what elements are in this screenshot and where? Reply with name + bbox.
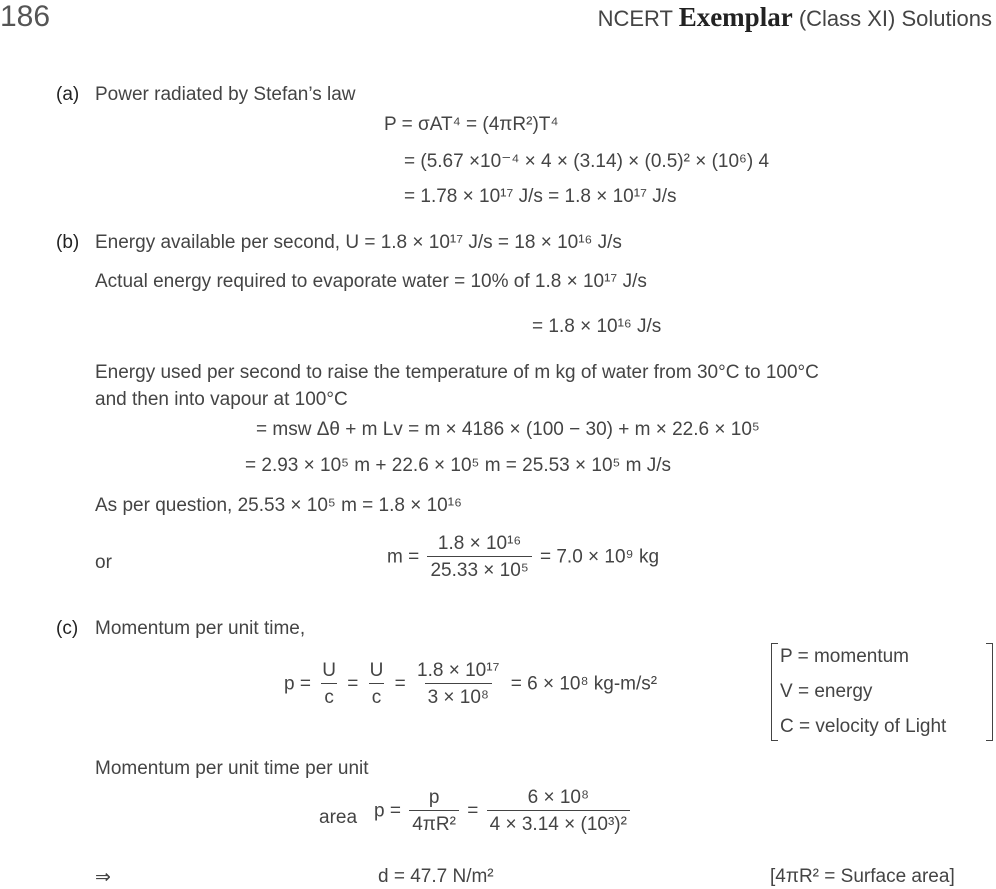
energy-required-result: = 1.8 × 10¹⁶ J/s <box>532 316 662 337</box>
fraction-1-denominator: c <box>321 683 337 707</box>
heat-equation: = msw Δθ + m Lv = m × 4186 × (100 − 30) + m × 22.6 × 10⁵ <box>256 419 760 440</box>
legend-momentum: P = momentum <box>780 646 910 667</box>
momentum-per-area-text: Momentum per unit time per unit <box>95 758 369 779</box>
book-title-plain: NCERT <box>597 6 673 31</box>
power-substitution: = (5.67 ×10⁻⁴ × 4 × (3.14) × (0.5)² × (10⁶) 4 <box>404 151 770 172</box>
fraction-1-numerator: U <box>322 660 336 681</box>
momentum-lhs: p = <box>284 673 311 695</box>
area-label: area <box>319 807 358 828</box>
book-title-bold: Exemplar <box>678 2 793 32</box>
area-lhs: p = <box>374 800 401 822</box>
fraction-values <box>414 661 502 707</box>
area-equation <box>374 788 633 834</box>
momentum-intro: Momentum per unit time, <box>95 618 306 639</box>
stefan-equation: P = σAT⁴ = (4πR²)T⁴ <box>384 114 559 135</box>
per-question: As per question, 25.53 × 10⁵ m = 1.8 × 10¹⁶ <box>95 495 462 516</box>
part-a-label: (a) <box>56 84 80 105</box>
energy-used-text: Energy used per second to raise the temperature of m kg of water from 30°C to 100°C <box>95 362 819 383</box>
fraction-p-area <box>409 788 459 834</box>
fraction-3-denominator: 3 × 10⁸ <box>425 683 492 707</box>
fraction-2-numerator: U <box>369 660 384 681</box>
part-b-label: (b) <box>56 232 80 253</box>
mass-equation <box>387 534 659 580</box>
equals-sign: = <box>347 673 359 695</box>
power-result: = 1.78 × 10¹⁷ J/s = 1.8 × 10¹⁷ J/s <box>404 186 677 207</box>
equals-sign: = <box>394 673 406 695</box>
legend-bracket-left <box>771 643 778 741</box>
bracket-open: [ <box>770 866 776 887</box>
mass-fraction <box>427 534 531 580</box>
final-result: d = 47.7 N/m² <box>378 866 494 887</box>
energy-used-text-2: and then into vapour at 100°C <box>95 389 348 410</box>
bracket-close: ] <box>949 866 955 887</box>
fraction-2-denominator: c <box>369 683 385 707</box>
part-c-label: (c) <box>56 618 79 639</box>
mass-denominator: 25.33 × 10⁵ <box>427 556 531 580</box>
legend-energy: V = energy <box>780 681 873 702</box>
energy-available: Energy available per second, U = 1.8 × 10¹⁷ J/s = 18 × 10¹⁶ J/s <box>95 232 622 253</box>
area-fraction-2-denominator: 4 × 3.14 × (10³)² <box>487 810 630 834</box>
momentum-result: = 6 × 10⁸ kg-m/s² <box>510 673 658 695</box>
surface-area-text: 4πR² = Surface area <box>775 866 950 887</box>
or-label: or <box>95 552 112 573</box>
fraction-u-c-1 <box>319 661 339 707</box>
legend-velocity: C = velocity of Light <box>780 716 947 737</box>
page-number: 186 <box>0 0 51 33</box>
area-fraction-2-numerator: 6 × 10⁸ <box>527 787 589 808</box>
equals-sign: = <box>467 800 479 822</box>
fraction-3-numerator: 1.8 × 10¹⁷ <box>417 660 500 681</box>
energy-required: Actual energy required to evaporate water = 10% of 1.8 × 10¹⁷ J/s <box>95 271 647 292</box>
mass-lhs: m = <box>387 546 420 568</box>
momentum-equation <box>284 661 657 707</box>
area-fraction-1-numerator: p <box>428 787 440 808</box>
area-fraction-1-denominator: 4πR² <box>409 810 459 834</box>
part-a-intro: Power radiated by Stefan’s law <box>95 84 356 105</box>
mass-numerator: 1.8 × 10¹⁶ <box>437 533 522 554</box>
legend-bracket-right <box>986 643 993 741</box>
surface-area-note <box>770 867 955 886</box>
book-title <box>598 4 992 31</box>
implies-arrow: ⇒ <box>95 867 111 888</box>
fraction-area-values <box>487 788 630 834</box>
heat-simplified: = 2.93 × 10⁵ m + 22.6 × 10⁵ m = 25.53 × 10⁵ m J/s <box>245 455 672 476</box>
mass-result: = 7.0 × 10⁹ kg <box>539 546 660 568</box>
book-title-rest: (Class XI) Solutions <box>798 6 992 31</box>
fraction-u-c-2 <box>367 661 387 707</box>
